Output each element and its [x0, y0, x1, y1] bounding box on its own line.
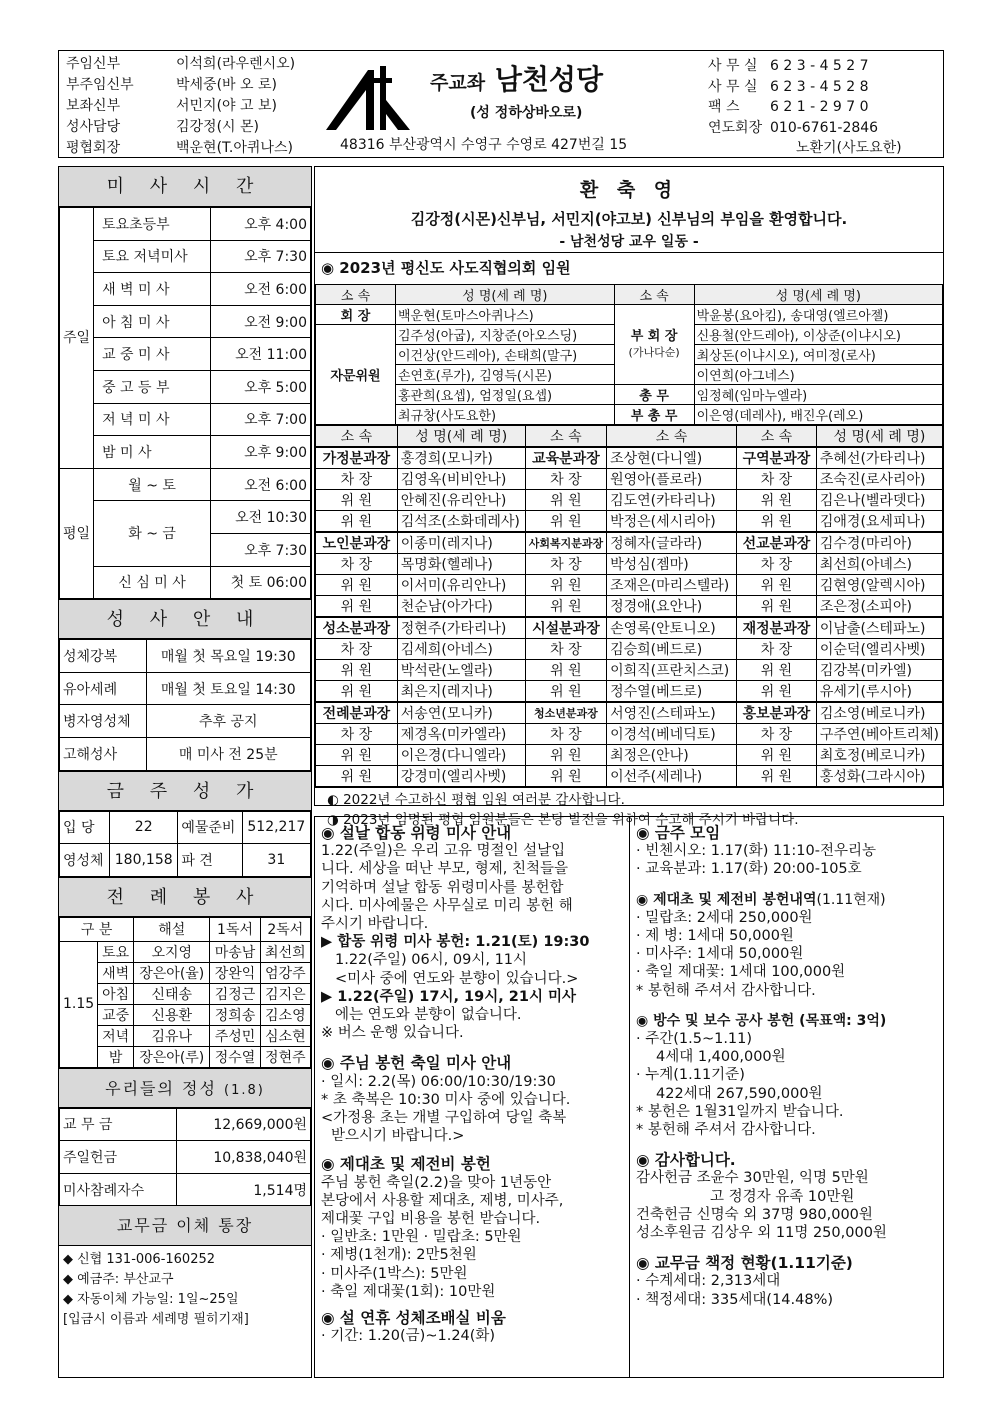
- notice-line: · 제병(1천개): 2만5천원: [321, 1247, 477, 1264]
- mass-time: 오후 5:00: [211, 370, 311, 403]
- mass-name: 새 벽 미 사: [94, 273, 211, 306]
- dept-role: 차 장: [525, 469, 606, 490]
- liturgy-cell: 저녁: [98, 1025, 134, 1046]
- officer-role: 회 장: [316, 305, 396, 325]
- officer-name: 김주성(아굽), 지창준(아오스딩): [396, 325, 615, 345]
- notice-line: 1.22(주일)은 우리 고유 명절인 설날입: [321, 843, 566, 860]
- dept-member: 손영록(안토니오): [607, 617, 737, 639]
- staff-row: 보좌신부 서민지(야 고 보): [66, 98, 277, 114]
- liturgy-cell: 김정근: [210, 983, 260, 1004]
- dept-role: 위 원: [737, 660, 817, 681]
- mass-name: 화 ~ 금: [94, 501, 211, 566]
- notice-line: · 교육분과: 1.17(화) 20:00-105호: [636, 861, 862, 878]
- hymn-title: 금 주 성 가: [59, 771, 311, 811]
- mass-time: 오후 4:00: [211, 208, 311, 241]
- notice-line: * 봉헌은 1월31일까지 받습니다.: [636, 1103, 844, 1120]
- dept-member: 김애경(요세피나): [816, 511, 942, 533]
- officer-name: 박윤봉(요아킴), 송대영(엘르아젤): [694, 305, 942, 325]
- notice-line: 1.22(주일) 06시, 09시, 11시: [335, 952, 528, 969]
- notice-line: · 미사주: 1세대 50,000원: [636, 946, 804, 963]
- notice-line: ▶ 1.22(주일) 17시, 19시, 21시 미사: [321, 988, 577, 1005]
- sacrament-time: 추후 공지: [146, 705, 310, 738]
- liturgy-date: 1.15: [60, 941, 98, 1067]
- officer-name: 홍관희(요셉), 엄정일(요셉): [396, 385, 615, 405]
- officer-name: 백운현(토마스아퀴나스): [396, 305, 615, 325]
- dept-role: 홍보분과장: [737, 702, 817, 724]
- notice-title: ◉ 감사합니다.: [636, 1151, 736, 1170]
- notice-line: 주시기 바랍니다.: [321, 916, 429, 933]
- liturgy-cell: 장완익: [210, 962, 260, 983]
- mass-time: 오전 10:30: [211, 501, 311, 534]
- dept-role: 위 원: [737, 681, 817, 703]
- notice-line: * 봉헌해 주셔서 감사합니다.: [636, 982, 816, 999]
- dept-member: 조숙진(로사리아): [816, 469, 942, 490]
- notice-line: · 축일 제대꽃: 1세대 100,000원: [636, 964, 846, 981]
- council-title: ◉ 2023년 평신도 사도직협의회 임원: [321, 259, 571, 277]
- dept-role: 위 원: [737, 766, 817, 787]
- notice-line: · 밀랍초: 2세대 250,000원: [636, 909, 813, 926]
- contact-row: 팩 스 6 2 1 - 2 9 7 0: [708, 99, 869, 115]
- dept-role: 위 원: [316, 490, 398, 511]
- notice-title: ◉ 금주 모임: [636, 824, 721, 842]
- dept-role: 차 장: [737, 639, 817, 660]
- officer-role: 총 무: [614, 385, 694, 405]
- liturgy-cell: 최선희: [260, 941, 310, 962]
- notice-line: 니다. 세상을 떠난 부모, 형제, 친척들을: [321, 861, 568, 878]
- notice-line: 주님 봉헌 축일(2.2)을 맞아 1년동안: [321, 1174, 552, 1191]
- welcome-title: 환 축 영: [579, 179, 679, 201]
- dept-role: 위 원: [316, 660, 398, 681]
- officer-role: 자문위원: [316, 325, 396, 425]
- sacrament-time: 매 미사 전 25분: [146, 737, 310, 770]
- dept-role: 위 원: [525, 660, 606, 681]
- col-header: 소 속: [316, 426, 398, 448]
- dept-member: 원영아(플로라): [607, 469, 737, 490]
- dept-member: 이선주(세레나): [607, 766, 737, 787]
- sacrament-name: 고해성사: [60, 737, 147, 770]
- liturgy-cell: 오지영: [134, 941, 210, 962]
- dept-member: 김은나(벨라뎃다): [816, 490, 942, 511]
- notice-title: ◉ 설 연휴 성체조배실 비움: [321, 1309, 506, 1328]
- dept-member: 이순덕(엘리사벳): [816, 639, 942, 660]
- notice-line: 기억하며 설날 합동 위령미사를 봉헌합: [321, 879, 564, 896]
- hymn-number: 512,217: [242, 811, 310, 844]
- liturgy-cell: 정희송: [210, 1004, 260, 1025]
- notice-line: 성소후원금 김상우 외 11명 250,000원: [636, 1225, 887, 1242]
- dept-member: 조상현(다니엘): [607, 447, 737, 469]
- dept-member: 안혜진(유리안나): [397, 490, 525, 511]
- sacrament-name: 유아세례: [60, 672, 147, 705]
- dept-role: 위 원: [316, 745, 398, 766]
- mass-name: 중 고 등 부: [94, 370, 211, 403]
- contact-row: 사 무 실 6 2 3 - 4 5 2 8: [708, 78, 869, 95]
- mass-name: 아 침 미 사: [94, 305, 211, 338]
- dept-member: 천순남(아가다): [397, 596, 525, 618]
- dept-role: 차 장: [737, 724, 817, 745]
- dept-role: 위 원: [525, 745, 606, 766]
- notice-title: ◉ 제대초 및 제전비 봉헌내역(1.11현재): [636, 891, 886, 908]
- dept-member: 이희직(프란치스코): [607, 660, 737, 681]
- liturgy-header: 2독서: [260, 917, 310, 941]
- dept-role: 위 원: [316, 575, 398, 596]
- notice-line: · 미사주(1박스): 5만원: [321, 1265, 468, 1282]
- dept-member: 최호정(베로니카): [816, 745, 942, 766]
- mass-name: 신 심 미 사: [94, 566, 211, 599]
- dept-member: 이경석(베네딕토): [607, 724, 737, 745]
- offering-value: 1,514명: [177, 1173, 311, 1206]
- dept-role: 위 원: [316, 511, 398, 533]
- liturgy-cell: 신용환: [134, 1004, 210, 1025]
- church-title: 주교좌 남천성당: [430, 63, 604, 96]
- bank-line: [입금시 이름과 세례명 필히기재]: [63, 1312, 249, 1328]
- bank-line: ◆ 신협 131-006-160252: [63, 1252, 216, 1268]
- col-header: 소 속: [525, 426, 606, 448]
- notice-line: · 축일 제대꽃(1회): 10만원: [321, 1283, 496, 1300]
- dept-role: 차 장: [525, 724, 606, 745]
- dept-member: 김현영(알렉시아): [816, 575, 942, 596]
- staff-row: 평협회장 백운현(T.아퀴나스): [66, 140, 293, 156]
- hymn-table: [59, 811, 311, 877]
- dept-member: 박정은(세시리아): [607, 511, 737, 533]
- mass-time: 오후 7:00: [211, 403, 311, 436]
- dept-member: 정현주(가타리나): [397, 617, 525, 639]
- dept-role: 차 장: [737, 554, 817, 575]
- dept-role: 위 원: [316, 596, 398, 618]
- notice-line: 시다. 미사예물은 사무실로 미리 봉헌 해: [321, 897, 573, 914]
- col-header: 성 명(세 례 명): [816, 426, 942, 448]
- notice-title: ◉ 제대초 및 제전비 봉헌: [321, 1155, 491, 1174]
- dept-role: 청소년분과장: [525, 702, 606, 724]
- dept-role: 차 장: [316, 554, 398, 575]
- officer-role: 부 총 무: [614, 405, 694, 425]
- liturgy-cell: 새벽: [98, 962, 134, 983]
- offering-table: [59, 1108, 311, 1207]
- dept-role: 사회복지분과장: [525, 532, 606, 554]
- dept-role: 재정분과장: [737, 617, 817, 639]
- notice-line: 감사헌금 조윤수 30만원, 익명 5만원: [636, 1170, 869, 1187]
- offering-label: 미사참례자수: [60, 1173, 177, 1206]
- officer-name: 이은영(데레사), 배진우(레오): [694, 405, 942, 425]
- col-header: 소 속: [614, 285, 694, 305]
- dept-role: 차 장: [525, 554, 606, 575]
- contact-row: 사 무 실 6 2 3 - 4 5 2 7: [708, 58, 869, 74]
- mass-name: 토요 저녁미사: [94, 240, 211, 273]
- notice-line: * 초 축복은 10:30 미사 중에 있습니다.: [321, 1091, 571, 1108]
- mass-name: 월 ~ 토: [94, 468, 211, 501]
- notice-line: * 봉헌해 주셔서 감사합니다.: [636, 1122, 816, 1139]
- address: 48316 부산광역시 수영구 수영로 427번길 15: [340, 137, 628, 153]
- dept-member: 홍성화(그라시아): [816, 766, 942, 787]
- staff-list: [66, 54, 295, 159]
- dept-role: 위 원: [316, 681, 398, 703]
- liturgy-cell: 정현주: [260, 1046, 310, 1067]
- col-header: 소 속: [737, 426, 817, 448]
- officer-name: 임정혜(임마누엘라): [694, 385, 942, 405]
- notice-line: · 기간: 1.20(금)~1.24(화): [321, 1328, 496, 1345]
- notice-line: 고 정경자 유족 10만원: [710, 1188, 855, 1205]
- dept-role: 위 원: [316, 766, 398, 787]
- liturgy-cell: 아침: [98, 983, 134, 1004]
- officer-name: 최규창(사도요한): [396, 405, 615, 425]
- council-section: [314, 166, 944, 828]
- contacts: [708, 56, 902, 159]
- notice-title: ◉ 교무금 책정 현황(1.11기준): [636, 1254, 853, 1273]
- mass-time: 첫 토 06:00: [211, 566, 311, 599]
- notices-left: [315, 817, 630, 1377]
- mass-time: 오후 9:00: [211, 436, 311, 469]
- liturgy-cell: 신태송: [134, 983, 210, 1004]
- dept-member: 구주연(베아트리체): [816, 724, 942, 745]
- officer-name: 최상돈(이냐시오), 여미정(로사): [694, 345, 942, 365]
- dept-role: 위 원: [737, 596, 817, 618]
- notice-line: · 책정세대: 335세대(14.48%): [636, 1291, 834, 1308]
- dept-role: 노인분과장: [316, 532, 398, 554]
- sacrament-title: 성 사 안 내: [59, 599, 311, 639]
- mass-name: 밤 미 사: [94, 436, 211, 469]
- hymn-label: 입 당: [60, 811, 110, 844]
- dept-role: 위 원: [525, 766, 606, 787]
- mass-time: 오후 7:30: [211, 533, 311, 566]
- notice-line: 422세대 267,590,000원: [656, 1085, 823, 1102]
- notice-title: ◉ 주님 봉헌 축일 미사 안내: [321, 1054, 512, 1073]
- mass-times-table: [59, 207, 311, 599]
- dept-member: 김도연(카타리나): [607, 490, 737, 511]
- dept-role: 위 원: [525, 681, 606, 703]
- dept-member: 최은지(레지나): [397, 681, 525, 703]
- notice-line: 4세대 1,400,000원: [656, 1049, 786, 1066]
- hymn-number: 180,158: [110, 844, 178, 877]
- officer-name: 신용철(안드레아), 이상준(이냐시오): [694, 325, 942, 345]
- offering-label: 주일헌금: [60, 1141, 177, 1174]
- sunday-label: 주일: [60, 208, 94, 469]
- hymn-label: 예물준비: [178, 811, 242, 844]
- liturgy-cell: 마송남: [210, 941, 260, 962]
- dept-role: 위 원: [737, 511, 817, 533]
- notice-line: 건축헌금 신명숙 외 37명 980,000원: [636, 1206, 873, 1223]
- offering-label: 교 무 금: [60, 1108, 177, 1141]
- col-header: 성 명(세 례 명): [396, 285, 615, 305]
- liturgy-cell: 정수열: [210, 1046, 260, 1067]
- dept-role: 성소분과장: [316, 617, 398, 639]
- hymn-label: 파 견: [178, 844, 242, 877]
- mass-time: 오전 11:00: [211, 338, 311, 371]
- dept-role: 차 장: [737, 469, 817, 490]
- bank-title: 교무금 이체 통장: [59, 1206, 311, 1246]
- hymn-number: 22: [110, 811, 178, 844]
- liturgy-cell: 김지은: [260, 983, 310, 1004]
- liturgy-header: 해설: [134, 917, 210, 941]
- council-note: ◐ 2022년 수고하신 평협 임원 여러분 감사합니다.: [327, 792, 625, 808]
- liturgy-table: [59, 917, 311, 1068]
- notice-title: ◉ 설날 합동 위령 미사 안내: [321, 824, 512, 842]
- dept-member: 김강복(미카엘): [816, 660, 942, 681]
- dept-member: 서송연(모니카): [397, 702, 525, 724]
- dept-role: 위 원: [525, 511, 606, 533]
- hymn-number: 31: [242, 844, 310, 877]
- welcome-line2: - 남천성당 교우 일동 -: [559, 234, 699, 250]
- mass-name: 교 중 미 사: [94, 338, 211, 371]
- sacrament-time: 매월 첫 목요일 19:30: [146, 640, 310, 673]
- dept-member: 김영옥(비비안나): [397, 469, 525, 490]
- dept-role: 차 장: [316, 639, 398, 660]
- dept-member: 추혜선(가타리나): [816, 447, 942, 469]
- dept-role: 위 원: [737, 575, 817, 596]
- liturgy-cell: 밤: [98, 1046, 134, 1067]
- church-logo-icon: [322, 60, 414, 132]
- notice-line: 받으시기 바랍니다.>: [331, 1128, 465, 1145]
- dept-member: 정혜자(글라라): [607, 532, 737, 554]
- officer-name: 손연호(루가), 김영득(시몬): [396, 365, 615, 385]
- dept-member: 이종미(레지나): [397, 532, 525, 554]
- notice-line: · 제 병: 1세대 50,000원: [636, 928, 794, 945]
- dept-role: 구역분과장: [737, 447, 817, 469]
- liturgy-cell: 교중: [98, 1004, 134, 1025]
- dept-member: 목명화(헬레나): [397, 554, 525, 575]
- council-officers-table: [315, 284, 943, 425]
- dept-member: 서영진(스테파노): [607, 702, 737, 724]
- dept-member: 이남출(스테파노): [816, 617, 942, 639]
- dept-role: 위 원: [525, 490, 606, 511]
- church-subtitle: (성 정하상바오로): [470, 105, 583, 121]
- notice-line: · 누계(1.11기준): [636, 1067, 745, 1084]
- liturgy-cell: 김유나: [134, 1025, 210, 1046]
- council-departments-table: [315, 425, 943, 787]
- mass-name: 저 녁 미 사: [94, 403, 211, 436]
- hymn-label: 영성체: [60, 844, 110, 877]
- mass-time: 오후 7:30: [211, 240, 311, 273]
- dept-member: 정경애(요안나): [607, 596, 737, 618]
- dept-role: 차 장: [316, 469, 398, 490]
- notice-line: · 일시: 2.2(목) 06:00/10:30/19:30: [321, 1073, 556, 1090]
- dept-member: 이은경(다니엘라): [397, 745, 525, 766]
- offering-value: 10,838,040원: [177, 1141, 311, 1174]
- staff-row: 성사담당 김강정(시 몬): [66, 119, 259, 135]
- notice-line: <미사 중에 연도와 분향이 있습니다.>: [335, 970, 579, 987]
- liturgy-cell: 장은아(율): [134, 962, 210, 983]
- notice-line: ▶ 합동 위령 미사 봉헌: 1.21(토) 19:30: [321, 934, 590, 951]
- dept-member: 김수경(마리아): [816, 532, 942, 554]
- liturgy-title: 전 례 봉 사: [59, 877, 311, 917]
- dept-member: 제경옥(미카엘라): [397, 724, 525, 745]
- mass-times-title: 미 사 시 간: [59, 167, 311, 207]
- dept-member: 김소영(베로니카): [816, 702, 942, 724]
- liturgy-cell: 심소현: [260, 1025, 310, 1046]
- staff-row: 부주임신부 박세중(바 오 로): [66, 77, 277, 93]
- bank-line: ◆ 예금주: 부산교구: [63, 1272, 174, 1288]
- contact-row: 노환기(사도요한): [796, 140, 902, 156]
- offering-title: 우리들의 정성 (1.8): [59, 1068, 311, 1108]
- mass-time: 오전 6:00: [211, 273, 311, 306]
- bank-line: ◆ 자동이체 가능일: 1일~25일: [63, 1292, 239, 1308]
- dept-role: 위 원: [737, 745, 817, 766]
- dept-role: 위 원: [525, 596, 606, 618]
- left-column: [58, 166, 312, 1378]
- liturgy-cell: 토요: [98, 941, 134, 962]
- mass-name: 토요초등부: [94, 208, 211, 241]
- contact-row: 연도회장 010-6761-2846: [708, 119, 879, 136]
- dept-member: 강경미(엘리사벳): [397, 766, 525, 787]
- sacrament-table: [59, 639, 311, 770]
- council-note: ◑ 2023년 임명된 평협 임원분들은 본당 발전을 위하여 수고해 주시기 바랍니다.: [327, 812, 799, 828]
- notice-line: · 일반초: 1만원 · 밀랍초: 5만원: [321, 1229, 522, 1246]
- notice-line: · 수계세대: 2,313세대: [636, 1273, 781, 1290]
- notice-line: · 빈첸시오: 1.17(화) 11:10-전우리농: [636, 843, 877, 860]
- dept-role: 차 장: [316, 724, 398, 745]
- staff-row: 주임신부 이석희(라우렌시오): [66, 56, 296, 72]
- dept-member: 이서미(유리안나): [397, 575, 525, 596]
- dept-role: 선교분과장: [737, 532, 817, 554]
- officer-name: 이건상(안드레아), 손태희(말구): [396, 345, 615, 365]
- welcome-box: [315, 167, 943, 253]
- dept-role: 가정분과장: [316, 447, 398, 469]
- liturgy-cell: 장은아(루): [134, 1046, 210, 1067]
- dept-member: 정수열(베드로): [607, 681, 737, 703]
- officer-name: 이연희(아그네스): [694, 365, 942, 385]
- sacrament-time: 매월 첫 토요일 14:30: [146, 672, 310, 705]
- notice-line: ※ 버스 운행 있습니다.: [321, 1025, 464, 1042]
- notice-line: · 주간(1.5~1.11): [636, 1031, 753, 1048]
- dept-member: 조재은(마리스텔라): [607, 575, 737, 596]
- dept-member: 최선희(아녜스): [816, 554, 942, 575]
- welcome-line1: 김강정(시몬)신부님, 서민지(야고보) 신부님의 부임을 환영합니다.: [410, 210, 848, 228]
- bank-info: [59, 1246, 311, 1334]
- col-header: 성 명(세 례 명): [397, 426, 525, 448]
- dept-role: 교육분과장: [525, 447, 606, 469]
- dept-member: 조은정(소피아): [816, 596, 942, 618]
- dept-role: 위 원: [737, 490, 817, 511]
- dept-role: 위 원: [525, 575, 606, 596]
- dept-member: 최정은(안나): [607, 745, 737, 766]
- col-header: 성 명(세 례 명): [694, 285, 942, 305]
- notice-line: 본당에서 사용할 제대초, 제병, 미사주,: [321, 1192, 564, 1209]
- dept-member: 유세기(루시아): [816, 681, 942, 703]
- liturgy-header: 1독서: [210, 917, 260, 941]
- mass-time: 오전 6:00: [211, 468, 311, 501]
- liturgy-cell: 엄강주: [260, 962, 310, 983]
- col-header: 소 속: [607, 426, 737, 448]
- notice-line: <가정용 초는 개별 구입하여 당일 축복: [321, 1110, 567, 1127]
- liturgy-cell: 김소영: [260, 1004, 310, 1025]
- dept-member: 김승희(베드로): [607, 639, 737, 660]
- notice-title: ◉ 방수 및 보수 공사 봉헌 (목표액: 3억): [636, 1012, 887, 1029]
- weekday-label: 평일: [60, 468, 94, 598]
- offering-value: 12,669,000원: [177, 1108, 311, 1141]
- notice-line: 에는 연도와 분향이 없습니다.: [335, 1007, 522, 1024]
- sacrament-name: 성체강복: [60, 640, 147, 673]
- dept-member: 김세희(아네스): [397, 639, 525, 660]
- liturgy-header: 구 분: [60, 917, 134, 941]
- dept-member: 김석조(소화데레사): [397, 511, 525, 533]
- dept-member: 박석란(노엘라): [397, 660, 525, 681]
- officer-role: 부 회 장 (가나다순): [614, 305, 694, 385]
- dept-role: 전례분과장: [316, 702, 398, 724]
- sacrament-name: 병자영성체: [60, 705, 147, 738]
- liturgy-cell: 주성민: [210, 1025, 260, 1046]
- dept-member: 홍경희(모니카): [397, 447, 525, 469]
- notice-line: 제대꽃 구입 비용을 봉헌 받습니다.: [321, 1211, 541, 1228]
- col-header: 소 속: [316, 285, 396, 305]
- dept-member: 박성심(젬마): [607, 554, 737, 575]
- dept-role: 시설분과장: [525, 617, 606, 639]
- notices-right: [630, 817, 943, 1377]
- dept-role: 차 장: [525, 639, 606, 660]
- notices-section: [314, 816, 944, 1378]
- mass-time: 오전 9:00: [211, 305, 311, 338]
